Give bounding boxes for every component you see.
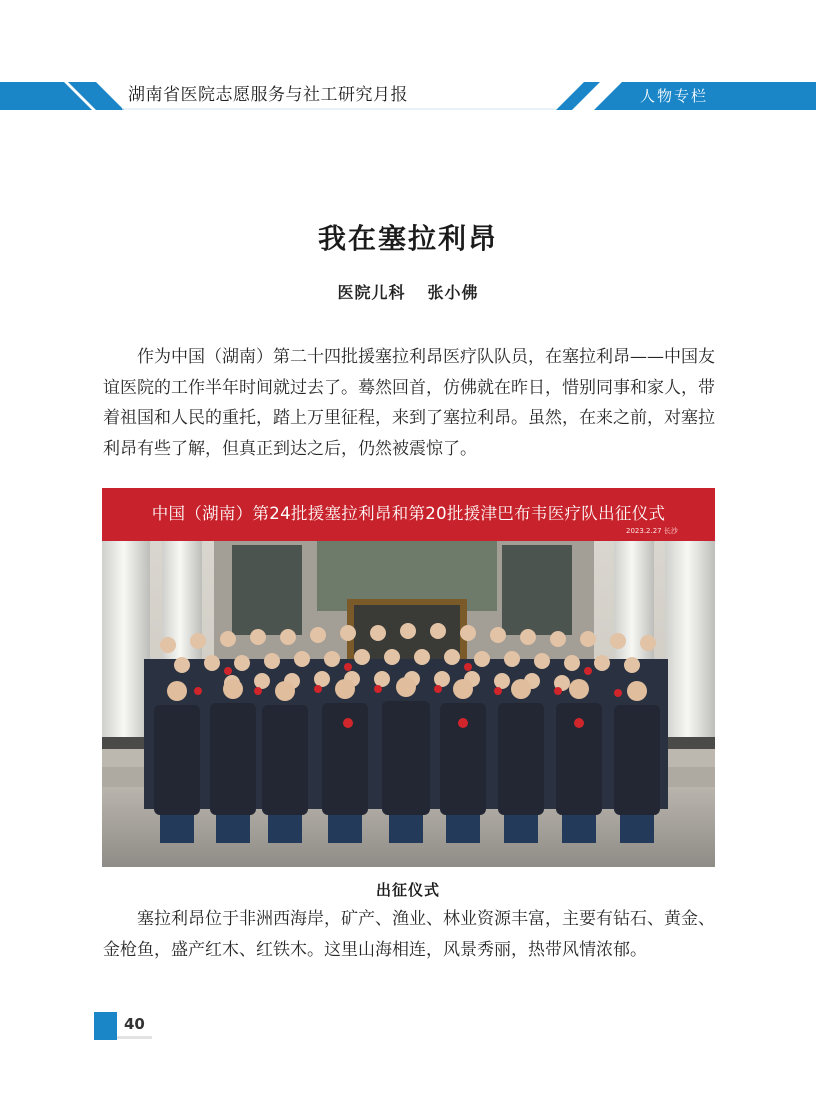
page-number-block <box>94 1012 117 1040</box>
page-number-rule <box>117 1036 152 1039</box>
page-number: 40 <box>124 1015 145 1033</box>
paragraph-sierra-leone: 塞拉利昂位于非洲西海岸，矿产、渔业、林业资源丰富，主要有钻石、黄金、金枪鱼，盛产红木、红铁木。这里山海相连，风景秀丽，热带风情浓郁。 <box>103 909 715 960</box>
column-label: 人物专栏 <box>640 87 709 105</box>
author-name: 张小佛 <box>427 283 479 302</box>
photo-banner <box>102 488 715 541</box>
photo-banner-text: 中国（湖南）第24批援塞拉利昂和第20批援津巴布韦医疗队出征仪式 <box>151 504 666 523</box>
article-title: 我在塞拉利昂 <box>317 221 498 255</box>
group-photo-scene <box>102 541 715 867</box>
photo-caption: 出征仪式 <box>375 881 440 899</box>
paragraph-intro: 作为中国（湖南）第二十四批援塞拉利昂医疗队队员，在塞拉利昂——中国友谊医院的工作半年时间就过去了。蓦然回首，仿佛就在昨日，惜别同事和家人，带着祖国和人民的重托，踏上万里征程，来到了塞拉利昂。虽然，在来之前，对塞拉利昂有些了解，但真正到达之后，仍然被震惊了。 <box>103 347 715 459</box>
photo-banner-date: 2023.2.27 长沙 <box>626 527 678 535</box>
byline <box>0 280 816 303</box>
journal-title: 湖南省医院志愿服务与社工研究月报 <box>128 85 408 105</box>
group-photo <box>102 488 715 867</box>
page-header <box>0 78 816 118</box>
author-department: 医院儿科 <box>337 283 406 302</box>
